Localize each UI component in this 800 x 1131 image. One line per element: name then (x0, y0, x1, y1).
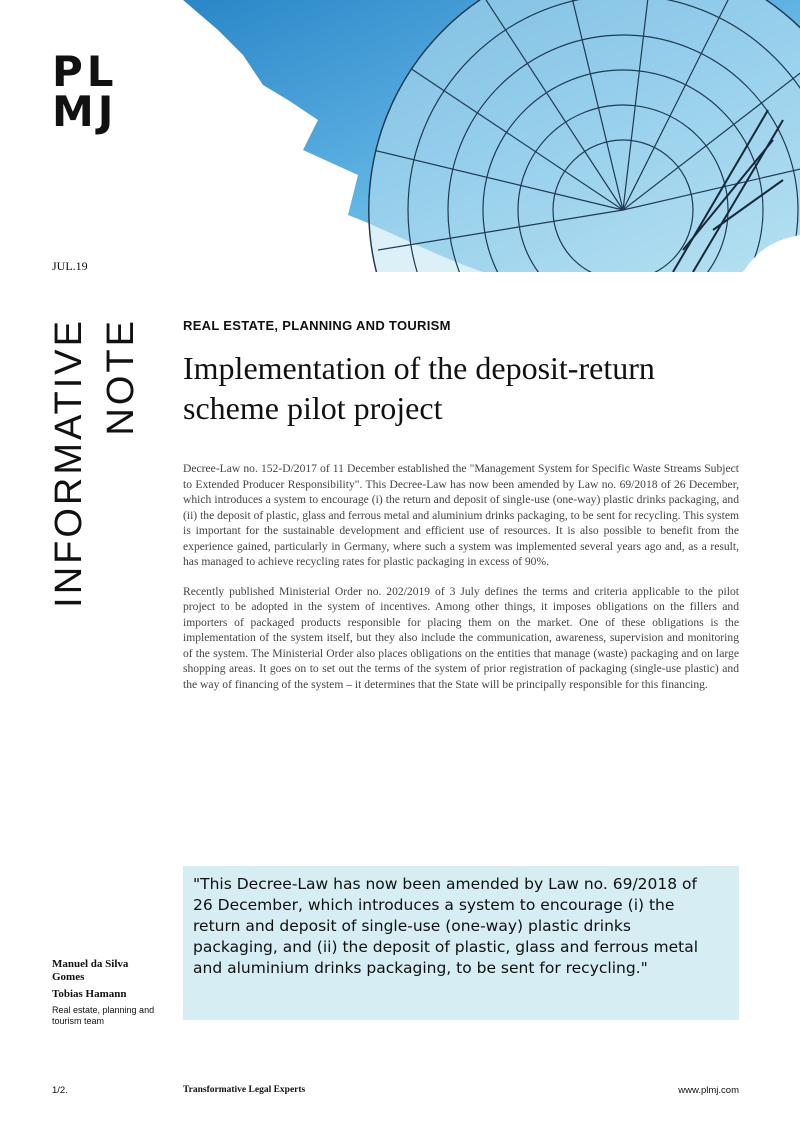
author-team: Real estate, planning and tourism team (52, 1005, 155, 1026)
vertical-heading-line-2: NOTE (100, 318, 142, 436)
logo-line-1: PL (52, 47, 118, 96)
body-paragraph-2: Recently published Ministerial Order no. 202/2019 of 3 July defines the terms and criteria applicable to the pilot project to be adopted in the system of incentives. Among other things, it imposes obligations on the fillers and importers of packaged products responsible for placing them on the market. One of these obligations is the implementation of the system itself, but they also include the communication, awareness, supervision and monitoring of the system. The Ministerial Order also places obligations on the entities that manage (waste) packaging and on large shopping areas. It goes on to set out the terms of the system of prior registration of packaging (single-use plastic) and the way of financing of the system – it determines that the State will be principally responsible for this financing. (183, 584, 739, 691)
article-title-line-1: Implementation of the deposit-return (183, 350, 655, 386)
publication-date: JUL.19 (52, 259, 88, 273)
radio-telescope-image (183, 0, 800, 272)
article-title-line-2: scheme pilot project (183, 390, 443, 426)
plmj-logo (52, 47, 134, 136)
author-name-2: Tobias Hamann (52, 988, 127, 1000)
article-body (183, 461, 739, 706)
vertical-heading-line-1: INFORMATIVE (48, 318, 90, 608)
pull-quote: "This Decree-Law has now been amended by Law no. 69/2018 of 26 December, which introduces a system to encourage (i) the return and deposit of single-use (one-way) plastic drinks packaging, and (ii) the deposit of plastic, glass and ferrous metal and aluminium drinks packaging, to be sent for recycling." (183, 866, 739, 1020)
vertical-heading (48, 318, 140, 668)
footer-url-link[interactable]: www.plmj.com (678, 1085, 739, 1096)
body-paragraph-1: Decree-Law no. 152-D/2017 of 11 December established the "Management System for Specific Waste Streams Subject to Extended Producer Responsibility". This Decree-Law has now been amended by Law no. 69/2018 of 26 December, which introduces a system to encourage (i) the return and deposit of single-use (one-way) plastic drinks packaging, and (ii) the deposit of plastic, glass and ferrous metal and aluminium drinks packaging, to be sent for recycling. This system is important for the sustainable development and efficient use of resources. It is also possible to benefit from the experience gained, particularly in Germany, where such a system was implemented several years ago and, as a result, has managed to achieve recycling rates for plastic packaging in excess of 90%. (183, 462, 739, 568)
footer-tagline: Transformative Legal Experts (183, 1085, 306, 1095)
logo-line-2: MJ (52, 87, 118, 136)
author-name-1: Manuel da Silva Gomes (52, 958, 129, 983)
page-number: 1/2. (52, 1085, 68, 1096)
header-photo (183, 0, 800, 272)
article-category: REAL ESTATE, PLANNING AND TOURISM (183, 318, 451, 333)
authors-block (52, 958, 162, 1027)
article-title (183, 348, 753, 428)
